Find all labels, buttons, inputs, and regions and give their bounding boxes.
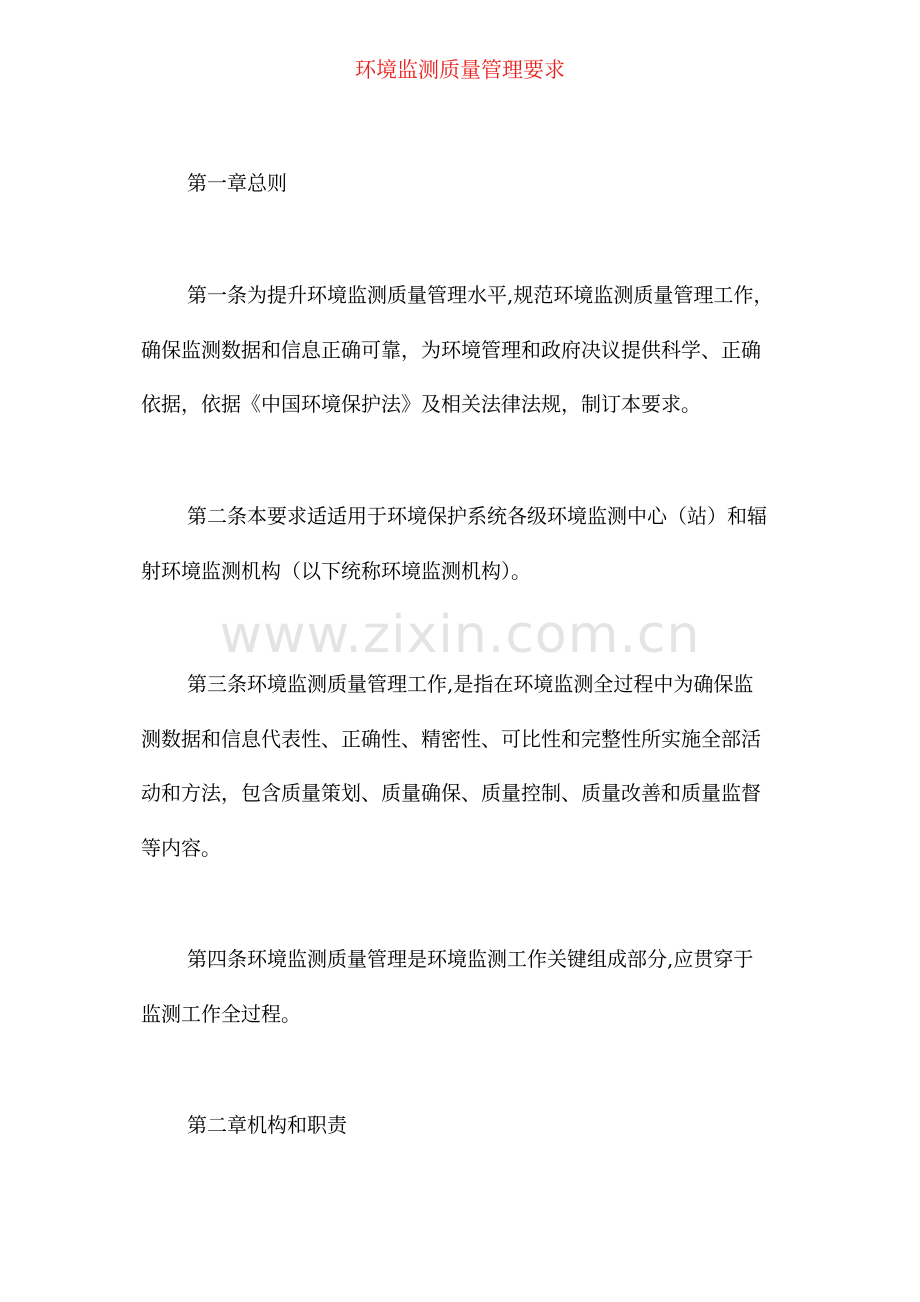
watermark: www.zixin.com.cn bbox=[219, 605, 701, 665]
article-2 bbox=[141, 489, 853, 598]
article-3-line: 等内容。 bbox=[141, 835, 221, 860]
article-1 bbox=[141, 268, 853, 432]
article-3-line: 测数据和信息代表性、正确性、精密性、可比性和完整性所实施全部活 bbox=[141, 726, 761, 751]
article-3-line: 第三条环境监测质量管理工作,是指在环境监测全过程中为确保监 bbox=[187, 672, 754, 696]
article-4 bbox=[141, 932, 853, 1041]
article-1-line: 确保监测数据和信息正确可靠，为环境管理和政府决议提供科学、正确 bbox=[141, 337, 761, 362]
article-3 bbox=[141, 657, 853, 875]
article-1-line: 第一条为提升环境监测质量管理水平,规范环境监测质量管理工作， bbox=[187, 283, 774, 307]
article-4-line: 监测工作全过程。 bbox=[141, 1001, 301, 1026]
article-2-line: 射环境监测机构（以下统称环境监测机构）。 bbox=[141, 558, 531, 583]
article-2-line: 第二条本要求适适用于环境保护系统各级环境监测中心（站）和辐 bbox=[187, 504, 767, 528]
article-3-line: 动和方法，包含质量策划、质量确保、质量控制、质量改善和质量监督 bbox=[141, 781, 761, 805]
article-4-line: 第四条环境监测质量管理是环境监测工作关键组成部分,应贯穿于 bbox=[187, 947, 754, 971]
article-1-line: 依据，依据《中国环境保护法》及相关法律法规，制订本要求。 bbox=[141, 392, 701, 416]
document-title: 环境监测质量管理要求 bbox=[355, 58, 565, 82]
chapter-heading-2: 第二章机构和职责 bbox=[187, 1113, 347, 1137]
chapter-heading-1: 第一章总则 bbox=[187, 171, 287, 195]
